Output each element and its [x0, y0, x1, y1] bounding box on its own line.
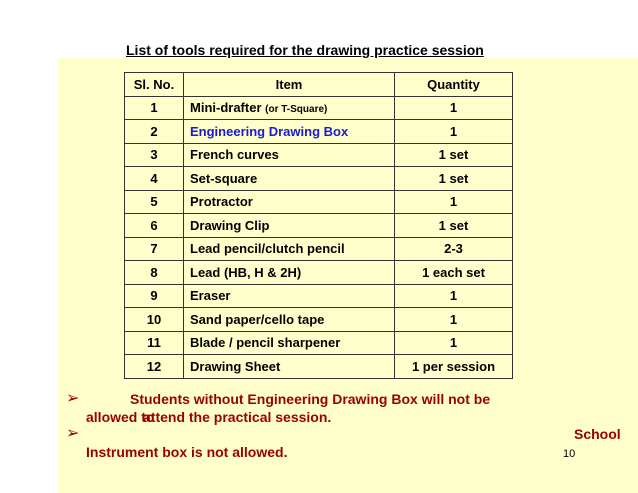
note-1-line-2a: allowed to: [86, 409, 155, 425]
cell-item: [184, 261, 395, 285]
table-row: [125, 284, 513, 308]
cell-item: [184, 190, 395, 214]
table-row: [125, 190, 513, 214]
arrowhead-bullet-icon: ➢: [66, 390, 80, 407]
cell-quantity: 1 each set: [395, 261, 513, 285]
cell-item: [184, 331, 395, 355]
item-name: Lead (HB, H & 2H): [190, 264, 302, 280]
cell-sl-no: 6: [125, 214, 184, 238]
cell-quantity: 1: [395, 96, 513, 120]
note-1-line-1: Students without Engineering Drawing Box will not be: [130, 391, 491, 407]
page-title: List of tools required for the drawing practice session: [126, 42, 484, 58]
cell-sl-no: 4: [125, 167, 184, 191]
table-body: [125, 96, 513, 378]
item-name: Drawing Sheet: [190, 358, 281, 374]
note-2-line-1: School: [574, 426, 621, 442]
cell-sl-no: 2: [125, 120, 184, 144]
cell-sl-no: 10: [125, 308, 184, 332]
item-name: French curves: [190, 147, 279, 163]
cell-item: [184, 143, 395, 167]
item-note: (or T-Square): [265, 104, 328, 116]
item-name: Drawing Clip: [190, 217, 270, 233]
cell-sl-no: 7: [125, 237, 184, 261]
table-row: [125, 214, 513, 238]
table-row: [125, 120, 513, 144]
item-name: Lead pencil/clutch pencil: [190, 241, 345, 257]
table-row: [125, 308, 513, 332]
arrowhead-bullet-icon: ➢: [66, 425, 80, 442]
item-name: Eraser: [190, 288, 231, 304]
table-row: [125, 331, 513, 355]
cell-item: [184, 214, 395, 238]
table-header-row: [125, 73, 513, 97]
item-name: Set-square: [190, 170, 258, 186]
header-quantity: Quantity: [395, 73, 513, 97]
item-name: Sand paper/cello tape: [190, 311, 325, 327]
cell-quantity: 1: [395, 331, 513, 355]
cell-quantity: 1: [395, 190, 513, 214]
cell-item: [184, 284, 395, 308]
cell-quantity: 1 set: [395, 167, 513, 191]
header-sl-no: Sl. No.: [125, 73, 184, 97]
table-row: [125, 167, 513, 191]
table-row: [125, 261, 513, 285]
cell-item: [184, 96, 395, 120]
cell-item: [184, 167, 395, 191]
cell-item: [184, 237, 395, 261]
item-name: Blade / pencil sharpener: [190, 335, 341, 351]
cell-sl-no: 1: [125, 96, 184, 120]
item-name: Engineering Drawing Box: [190, 123, 349, 139]
cell-quantity: 1: [395, 308, 513, 332]
cell-quantity: 1: [395, 284, 513, 308]
cell-quantity: 2-3: [395, 237, 513, 261]
header-item: Item: [184, 73, 395, 97]
cell-quantity: 1 set: [395, 214, 513, 238]
cell-sl-no: 8: [125, 261, 184, 285]
cell-item: [184, 308, 395, 332]
tools-table: [124, 72, 513, 379]
cell-sl-no: 9: [125, 284, 184, 308]
cell-sl-no: 12: [125, 355, 184, 379]
cell-quantity: 1 set: [395, 143, 513, 167]
table-row: [125, 96, 513, 120]
item-name: Protractor: [190, 194, 253, 210]
table-row: [125, 237, 513, 261]
table-row: [125, 355, 513, 379]
cell-sl-no: 11: [125, 331, 184, 355]
cell-item: [184, 355, 395, 379]
cell-sl-no: 3: [125, 143, 184, 167]
cell-quantity: 1: [395, 120, 513, 144]
item-name: Mini-drafter: [190, 100, 262, 116]
cell-item: [184, 120, 395, 144]
note-1-line-2b: attend the practical session.: [143, 409, 332, 425]
note-2-line-2: Instrument box is not allowed.: [86, 444, 288, 460]
page-number: 10: [563, 448, 576, 460]
cell-quantity: 1 per session: [395, 355, 513, 379]
table-row: [125, 143, 513, 167]
cell-sl-no: 5: [125, 190, 184, 214]
